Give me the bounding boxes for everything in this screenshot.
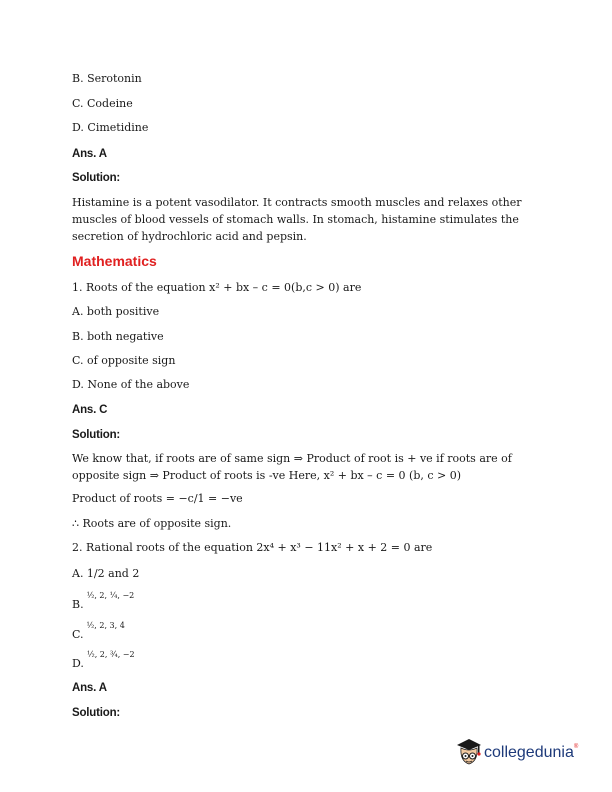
q1-solution-label: Solution: <box>72 429 121 441</box>
q2-solution-label: Solution: <box>72 707 121 719</box>
prev-solution-label: Solution: <box>72 172 121 184</box>
prev-answer: Ans. A <box>72 148 107 160</box>
brand-trademark: ® <box>573 744 579 750</box>
q1-question: 1. Roots of the equation x² + bx – c = 0(b,c > 0) are <box>72 281 362 294</box>
brand-name-wrap <box>484 744 578 762</box>
q1-option-d: D. None of the above <box>72 378 190 391</box>
brand-name: collegedunia <box>484 744 574 761</box>
q2-option-c <box>72 621 125 641</box>
section-heading: Mathematics <box>72 253 157 269</box>
q1-option-c: C. of opposite sign <box>72 354 176 367</box>
q2-answer: Ans. A <box>72 682 107 694</box>
q1-product-line: Product of roots = −c/1 = −ve <box>72 492 243 505</box>
option-c-codeine: C. Codeine <box>72 97 133 110</box>
option-d-cimetidine: D. Cimetidine <box>72 121 149 134</box>
q1-option-b: B. both negative <box>72 330 164 343</box>
q1-answer: Ans. C <box>72 404 108 416</box>
q2-question: 2. Rational roots of the equation 2x⁴ + x³ − 11x² + x + 2 = 0 are <box>72 541 433 554</box>
q2-option-d-label: D. <box>72 657 84 670</box>
q2-option-c-value: ½, 2, 3, 4 <box>86 621 125 630</box>
q2-option-a: A. 1/2 and 2 <box>72 567 140 580</box>
prev-solution-text: Histamine is a potent vasodilator. It contracts smooth muscles and relaxes other muscles of blood vessels of stomach walls. In stomach, histamine stimulates the secretion of hydrochloric acid and pepsin. <box>72 196 522 243</box>
q2-option-d-value: ½, 2, ¾, −2 <box>86 650 135 659</box>
option-b-serotonin: B. Serotonin <box>72 72 142 85</box>
q1-option-a: A. both positive <box>72 305 160 318</box>
q2-option-b-label: B. <box>72 598 84 611</box>
q2-option-c-label: C. <box>72 628 84 641</box>
q1-conclusion: ∴ Roots are of opposite sign. <box>72 517 232 530</box>
q2-option-d <box>72 650 135 670</box>
q2-option-b-value: ½, 2, ¼, −2 <box>86 591 135 600</box>
graduate-mascot-icon <box>454 734 484 772</box>
q1-solution-text: We know that, if roots are of same sign ⇒ Product of root is + ve if roots are of opposite sign ⇒ Product of roots is -ve Here, x² + bx – c = 0 (b, c > 0) <box>72 452 512 482</box>
q2-option-b <box>72 591 135 611</box>
brand-logo <box>454 734 604 774</box>
